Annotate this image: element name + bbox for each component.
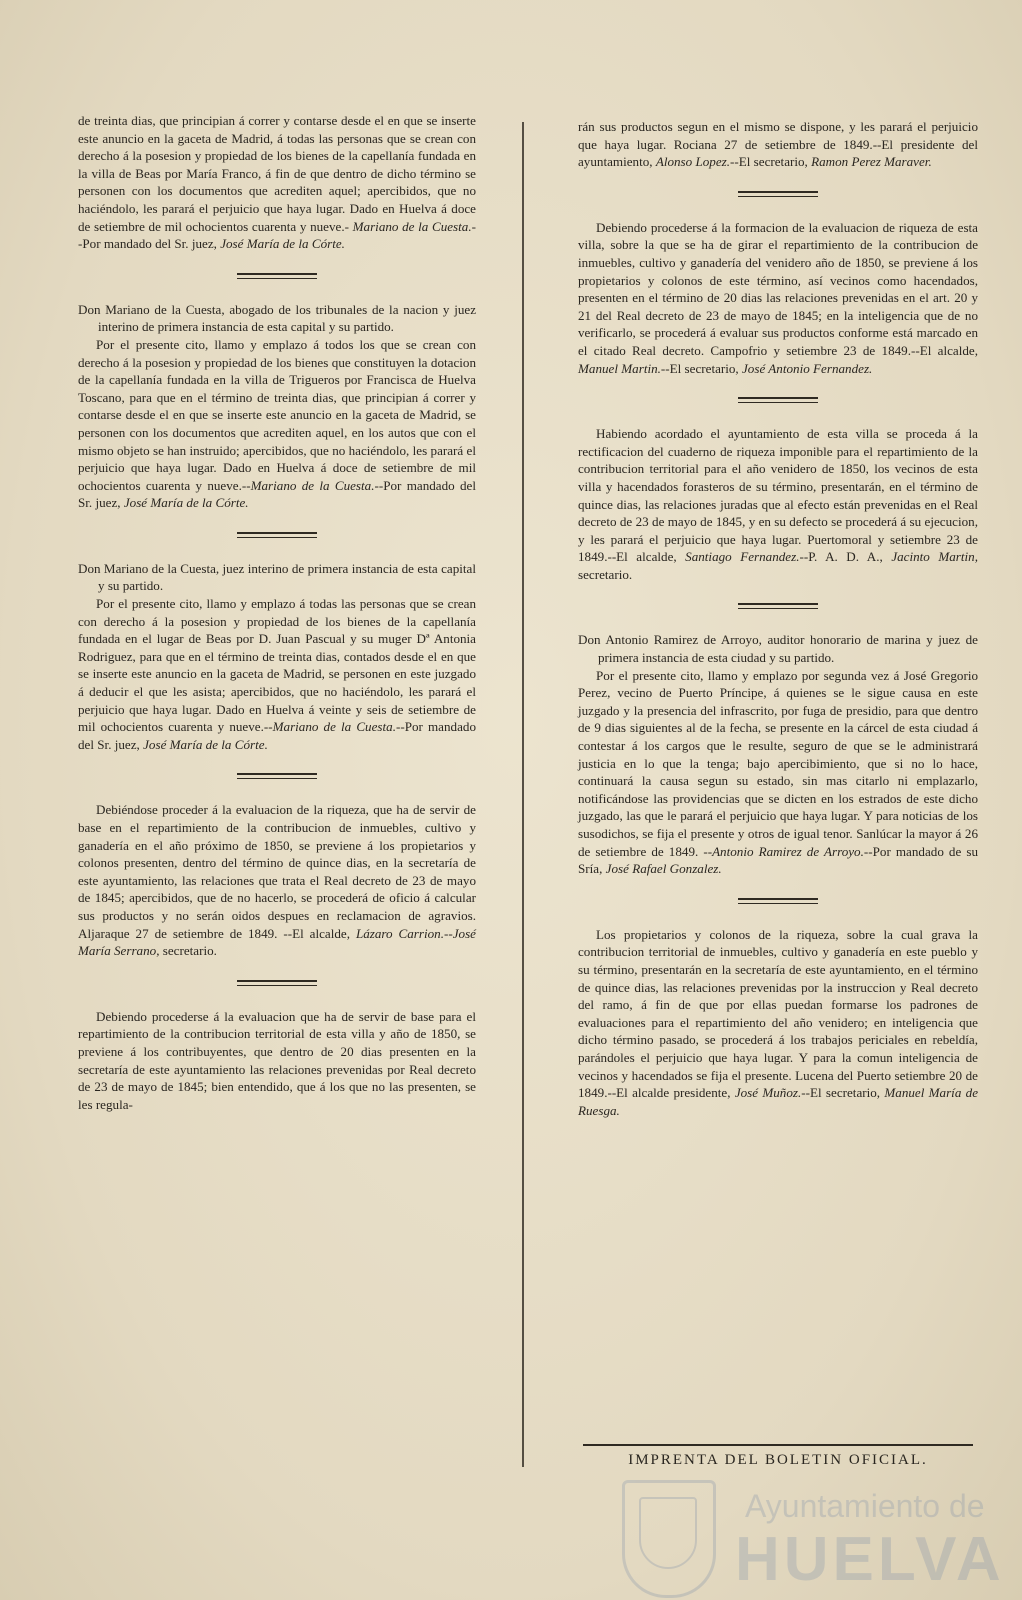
- signature: Manuel María de Ruesga.: [578, 1085, 979, 1118]
- notice-connector: --Por mandado del Sr. juez,: [78, 719, 476, 752]
- signature: José María de la Córte.: [143, 736, 268, 752]
- signature: José Muñoz.: [734, 1085, 802, 1101]
- notice-connector: --El secretario,: [660, 360, 739, 376]
- notice-body: de treinta dias, que principian á correr y contarse desde el en que se inserte este anuncio en la gaceta de Madrid, á todas las personas que se crean con derecho á la posesion y propiedad de los bienes de la capellanía fundada en la villa de Beas por María Franco, á fin de que dentro de dicho término se personen con los documentos que acrediten aquel; apercibidos, que no haciéndolo, les parará el perjuicio que haya lugar. Dado en Huelva á doce de setiembre de mil ochocientos cuarenta y nueve.-: [78, 113, 476, 234]
- signature: Mariano de la Cuesta.: [272, 719, 396, 735]
- section-separator: [738, 898, 818, 904]
- notice-body: rán sus productos segun en el mismo se dispone, y les parará el perjuicio que haya lugar. Rociana 27 de setiembre de 1849.--El presidente del ayuntamiento,: [578, 119, 978, 170]
- notice-connector: --Por mandado del Sr. juez,: [78, 218, 476, 252]
- footer-rule: [583, 1444, 973, 1446]
- signature: José María de la Córte.: [123, 495, 249, 511]
- watermark-line-1: Ayuntamiento de: [745, 1488, 985, 1524]
- notice-sanlucar: [578, 631, 978, 877]
- signature: Manuel Martin.: [578, 360, 661, 376]
- notice-connector: --Por mandado del Sr. juez,: [78, 477, 476, 511]
- notice-capellania-beas-franco: [78, 112, 476, 253]
- coat-of-arms-icon: [622, 1480, 716, 1598]
- signature: Mariano de la Cuesta.: [250, 477, 375, 493]
- signature: Mariano de la Cuesta.: [352, 218, 472, 234]
- notice-rociana-continued: [578, 118, 978, 171]
- notice-heading: Don Mariano de la Cuesta, juez interino de primera instancia de esta capital y su partido.: [78, 560, 476, 594]
- watermark-line-2: HUELVA: [735, 1525, 1005, 1594]
- notice-campofrio: [578, 219, 978, 377]
- signature: José Rafael Gonzalez.: [605, 861, 722, 877]
- notice-puertomoral: [578, 425, 978, 583]
- notice-heading: Don Mariano de la Cuesta, abogado de los tribunales de la nacion y juez interino de primera instancia de esta capital y su partido.: [78, 301, 476, 335]
- notice-lucena: [578, 926, 978, 1120]
- archive-watermark: [610, 1480, 1020, 1600]
- notice-tail: secretario.: [162, 943, 217, 959]
- notice-aljaraque: [78, 801, 476, 959]
- notice-heading: Don Antonio Ramirez de Arroyo, auditor honorario de marina y juez de primera instancia de esta ciudad y su partido.: [578, 632, 978, 666]
- signature: José Antonio Fernandez.: [742, 360, 873, 376]
- notice-capellania-beas-pascual: [78, 560, 476, 754]
- notice-connector: --El secretario,: [801, 1085, 881, 1101]
- notice-connector: --El secretario,: [730, 154, 808, 170]
- section-separator: [237, 980, 317, 986]
- section-separator: [738, 397, 818, 403]
- signature: Santiago Fernandez.: [685, 549, 800, 565]
- section-separator: [237, 773, 317, 779]
- notice-body: Habiendo acordado el ayuntamiento de esta villa se proceda á la rectificacion del cuaderno de riqueza imponible para el repartimiento de la contribucion territorial para el año venidero de 1850, los vecinos de esta villa y hacendados forasteros de su término, presentarán, en el término de quince dias, las relaciones juradas que al efecto están prevenidas en el Real decreto de 23 de mayo de 1845, y en su defecto se procederá á su ejecucion, y les parará el perjuicio que haya lugar. Puertomoral y setiembre 23 de 1849.--El alcalde,: [578, 426, 978, 565]
- signature: Jacinto Martin,: [891, 549, 978, 565]
- left-column: [78, 112, 476, 1113]
- notice-body: Por el presente cito, llamo y emplazo á todas las personas que se crean con derecho á la posesion y propiedad de los bienes de la capellanía fundada en el lugar de Beas por D. Juan Pascual y su muger Dª Antonia Rodriguez, para que en el término de treinta dias, contados desde el en que se inserte este anuncio en la gaceta de Madrid, se personen en este juzgado á deducir el que les asista; apercibidos, que no haciéndolo, les parará el perjuicio que haya lugar. Dado en Huelva á veinte y seis de setiembre de mil ochocientos cuarenta y nueve.--: [78, 596, 476, 735]
- notice-capellania-trigueros: [78, 301, 476, 512]
- notice-body: Debiéndose proceder á la evaluacion de la riqueza, que ha de servir de base en el repartimiento de la contribucion de inmuebles, cultivo y ganadería en el año próximo de 1850, se previene á los propietarios y colonos presenten, dentro del término de quince dias, en la secretaría de este ayuntamiento, las relaciones que trata el Real decreto de 23 de mayo de 1845; apercibidos, que de no hacerlo, se procederá de oficio á calcular sus productos y no serán oidos despues en reclamacion de agravios. Aljaraque 27 de setiembre de 1849. --El alcalde,: [78, 802, 476, 941]
- signature: José María de la Córte.: [220, 236, 345, 252]
- notice-body: Por el presente cito, llamo y emplazo á todos los que se crean con derecho á la posesion y propiedad de los bienes que constituyen la dotacion de la capellanía fundada en la villa de Trigueros por Francisca de Huelva Toscano, para que en el término de treinta dias, que principian á correr y contarse desde el en que se inserte este anuncio en la gaceta de Madrid, se personen con los documentos que acrediten aquel, en los autos que con el mismo objeto se han instruido; apercibidos, que no haciéndolo, les parará el perjuicio que haya lugar. Dado en Huelva á doce de setiembre de mil ochocientos cuarenta y nueve.--: [78, 336, 476, 493]
- signature: Antonio Ramirez de Arroyo.: [712, 843, 864, 859]
- signature: Alonso Lopez.: [655, 154, 731, 170]
- notice-body: Por el presente cito, llamo y emplazo por segunda vez á José Gregorio Perez, vecino de Puerto Príncipe, á quienes se le sigue causa en este juzgado y la presencia del infrascrito, por fuga de presidio, para que dentro de 9 dias siguientes al de la fecha, se presente en la cárcel de esta ciudad á contestar á los cargos que le resulte, seguro de que se le administrará justicia en lo que la tenga; bajo apercibimiento, que si no lo hace, continuará la causa segun su estado, sin mas citarlo ni emplazarlo, notificándose las providencias que se dicten en los estrados de este dicho juzgado, las que le parará el perjuicio que haya lugar. Y para noticias de los susodichos, se fija el presente y otros de igual tenor. Sanlúcar la mayor á 26 de setiembre de 1849. --: [578, 667, 978, 859]
- notice-connector: --Por mandado de su Sría,: [578, 843, 978, 877]
- notice-connector: --P. A. D. A.,: [799, 549, 883, 565]
- section-separator: [738, 191, 818, 197]
- right-column: [578, 118, 978, 1119]
- notice-body: Los propietarios y colonos de la riqueza, sobre la cual grava la contribucion territorial de inmuebles, cultivo y ganadería en este pueblo y su término, presentarán en la secretaría de este ayuntamiento, en el término de quince dias, las relaciones prevenidas por la instruccion y Real decreto del ramo, á fin de que por ellas puedan formarse los padrones de evaluaciones para el repartimiento del año venidero; en inteligencia que dicho término pasado, se procederá á los trabajos periciales en rebeldía, parándoles el perjuicio que haya lugar. Y para la comun inteligencia de vecinos y hacendados se fija el presente. Lucena del Puerto setiembre 20 de 1849.--El alcalde presidente,: [578, 926, 978, 1101]
- imprint-line: IMPRENTA DEL BOLETIN OFICIAL.: [628, 1452, 928, 1468]
- section-separator: [738, 603, 818, 609]
- section-separator: [237, 273, 317, 279]
- notice-body: Debiendo procederse á la evaluacion que ha de servir de base para el repartimiento de la contribucion territorial de esta villa y año de 1850, se previene á los contribuyentes, que dentro de 20 dias presenten en la secretaría de este ayuntamiento las relaciones prevenidas por Real decreto de 23 de mayo de 1845; bien entendido, que á los que no las presenten, se les regula-: [78, 1008, 476, 1112]
- notice-rociana: [78, 1008, 476, 1114]
- notice-body: Debiendo procederse á la formacion de la evaluacion de riqueza de esta villa, sobre la que se ha de girar el repartimiento de la contribucion de inmuebles, cultivo y ganadería del venidero año de 1850, se previene á los propietarios y colonos de este término, así vecinos como hacendados, presenten en el término de 20 dias las relaciones prevenidas en el art. 20 y 21 del Real decreto de 23 de mayo de 1845; en la inteligencia que de no verificarlo, se procederá á evaluar sus productos conforme está marcado en el citado Real decreto. Campofrio y setiembre 23 de 1849.--El alcalde,: [578, 219, 978, 358]
- signature: Ramon Perez Maraver.: [811, 154, 932, 170]
- signature: José María Serrano,: [78, 925, 476, 959]
- signature: Lázaro Carrion.: [355, 925, 444, 941]
- column-divider: [522, 122, 524, 1467]
- notice-connector: --: [443, 925, 453, 941]
- section-separator: [237, 532, 317, 538]
- notice-tail: secretario.: [578, 566, 633, 582]
